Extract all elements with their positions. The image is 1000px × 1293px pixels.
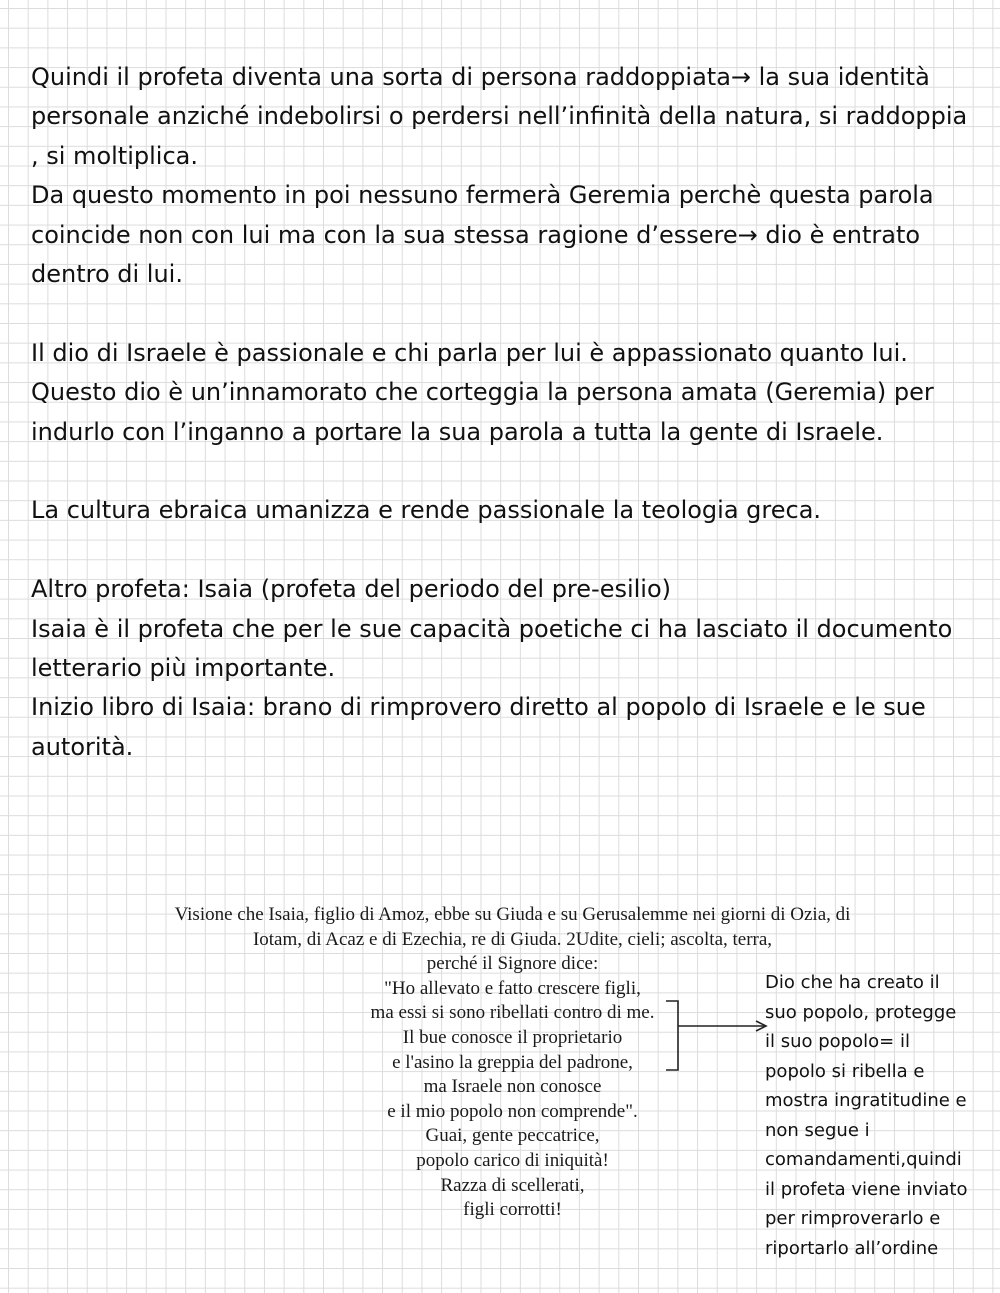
notes-paragraph: Quindi il profeta diventa una sorta di persona raddoppiata→ la sua identità personale anziché indebolirsi o perdersi nell’infinità della natura, si raddoppia , si moltiplica. [31, 63, 975, 170]
blank-line [31, 294, 981, 333]
notes-paragraph: Altro profeta: Isaia (profeta del periodo del pre-esilio) [31, 575, 672, 604]
quote-line: figli corrotti! [463, 1199, 562, 1221]
notes-text [31, 58, 981, 767]
side-note-text: Dio che ha creato il suo popolo, protegge il suo popolo= il popolo si ribella e mostra ingratitudine e non segue i comandamenti,quindi il profeta viene inviato per rimproverarlo e riportarlo all’ordine [765, 972, 968, 1259]
quote-line: perché il Signore dice: [426, 953, 599, 975]
notes-paragraph: La cultura ebraica umanizza e rende passionale la teologia greca. [31, 496, 822, 525]
quote-line: ma essi si sono ribellati contro di me. [370, 1002, 655, 1024]
notes-paragraph: Da questo momento in poi nessuno fermerà Geremia perchè questa parola coincide non con lui ma con la sua stessa ragione d’essere→ dio è entrato dentro di lui. [31, 181, 942, 289]
bracket-arrow [662, 998, 780, 1073]
quote-intro: Visione che Isaia, figlio di Amoz, ebbe su Giuda e su Gerusalemme nei giorni di Ozia, di Iotam, di Acaz e di Ezechia, re di Giuda. 2Udite, cieli; ascolta, terra, [174, 904, 851, 950]
quote-line: "Ho allevato e fatto crescere figli, [384, 977, 641, 999]
notes-paragraph: Inizio libro di Isaia: brano di rimprovero diretto al popolo di Israele e le sue autorità. [31, 693, 934, 761]
side-note [765, 968, 995, 1263]
quote-line: Il bue conosce il proprietario [402, 1026, 623, 1048]
notes-paragraph: Isaia è il profeta che per le sue capacità poetiche ci ha lasciato il documento letterario più importante. [31, 614, 960, 683]
blank-line [31, 452, 981, 491]
notes-paragraph: Questo dio è un’innamorato che corteggia la persona amata (Geremia) per indurlo con l’inganno a portare la sua parola a tutta la gente di Israele. [31, 378, 942, 446]
quote-line: ma Israele non conosce [423, 1076, 602, 1098]
quote-line: popolo carico di iniquità! [416, 1149, 609, 1171]
quote-line: e il mio popolo non comprende". [387, 1100, 638, 1122]
quote-line: e l'asino la greppia del padrone, [392, 1051, 633, 1073]
notes-paragraph: Il dio di Israele è passionale e chi parla per lui è appassionato quanto lui. [31, 338, 908, 367]
blank-line [31, 531, 981, 570]
quote-line: Guai, gente peccatrice, [425, 1125, 600, 1147]
quote-line: Razza di scellerati, [440, 1174, 585, 1196]
